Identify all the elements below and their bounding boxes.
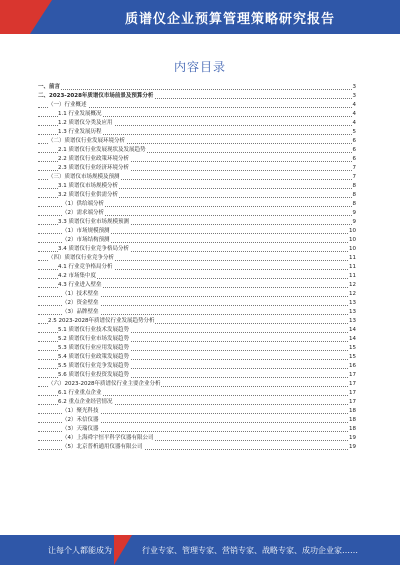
toc-entry[interactable] [38,434,356,443]
toc-entry-label: 二、2023-2028年质谱仪市场前景及预算分析 [38,93,154,99]
toc-entry-label: （1）市场规模预测 [62,228,110,234]
footer-slogan-right: 行业专家、管理专家、营销专家、战略专家、成功企业家…… [142,546,358,555]
toc-entry-label: （三）质谱仪市场规模及预测 [48,174,120,180]
toc-entry-page: 6 [352,147,356,153]
toc-entry-label: 5.6 质谱仪行业投资发展趋势 [58,372,129,378]
toc-entry-label: （3）天瑞仪器 [62,426,99,432]
toc-entry[interactable] [38,389,356,398]
toc-entry-label: 5.2 质谱仪行业市场发展趋势 [58,336,129,342]
toc-entry[interactable] [38,236,356,245]
table-of-contents [38,83,356,452]
toc-entry-page: 14 [349,336,356,342]
toc-entry-page: 8 [352,201,356,207]
toc-entry[interactable] [38,353,356,362]
toc-entry-page: 12 [349,282,356,288]
toc-entry-label: 4.3 行业进入壁垒 [58,282,102,288]
toc-entry-page: 4 [352,120,356,126]
toc-entry-page: 17 [349,381,356,387]
toc-entry-label: （1）聚光科技 [62,408,99,414]
toc-entry-label: 4.1 行业竞争格局分析 [58,264,113,270]
toc-entry[interactable] [38,155,356,164]
toc-entry[interactable] [38,200,356,209]
toc-entry-page: 9 [352,210,356,216]
toc-entry-label: 3.3 质谱仪行业市场规模预测 [58,219,129,225]
toc-entry-label: （2）资金壁垒 [62,300,99,306]
toc-entry-page: 8 [352,192,356,198]
toc-entry[interactable] [38,272,356,281]
toc-entry-page: 18 [349,417,356,423]
toc-entry-label: 4.2 市场集中度 [58,273,96,279]
toc-entry-label: （一）行业概述 [48,102,87,108]
toc-entry[interactable] [38,128,356,137]
toc-entry-page: 15 [349,354,356,360]
toc-entry-label: 2.3 质谱仪行业经济环境分析 [58,165,129,171]
toc-entry-label: （2）需求端分析 [62,210,104,216]
toc-entry-page: 3 [352,93,356,99]
toc-entry-page: 13 [349,300,356,306]
toc-entry[interactable] [38,425,356,434]
toc-entry[interactable] [38,335,356,344]
toc-entry-label: 3.2 质谱仪行业供需分析 [58,192,118,198]
header-accent [0,0,30,34]
toc-entry[interactable] [38,110,356,119]
toc-entry[interactable] [38,137,356,146]
report-title: 质谱仪企业预算管理策略研究报告 [124,12,335,27]
toc-entry[interactable] [38,146,356,155]
toc-entry-label: 6.2 重点企业经营情况 [58,399,113,405]
toc-entry-page: 11 [349,273,356,279]
toc-entry-page: 18 [349,426,356,432]
toc-entry-page: 17 [349,372,356,378]
toc-entry-page: 11 [349,264,356,270]
toc-entry-label: （4）上海舜宇恒平科学仪器有限公司 [62,435,154,441]
toc-entry-page: 14 [349,327,356,333]
toc-entry[interactable] [38,380,356,389]
toc-entry[interactable] [38,398,356,407]
toc-entry-page: 13 [349,309,356,315]
toc-entry-label: 一、前言 [38,84,61,90]
toc-entry-label: （1）技术壁垒 [62,291,99,297]
toc-entry[interactable] [38,254,356,263]
toc-entry-page: 13 [349,318,356,324]
toc-entry[interactable] [38,209,356,218]
toc-entry-label: （二）质谱仪行业发展环境分析 [48,138,126,144]
toc-entry-page: 6 [352,156,356,162]
footer-accent-wedge [114,535,132,565]
toc-entry-label: 6.1 行业重点企业 [58,390,102,396]
report-header [0,0,400,34]
toc-entry[interactable] [38,119,356,128]
toc-entry-page: 7 [352,165,356,171]
toc-entry[interactable] [38,326,356,335]
toc-entry[interactable] [38,290,356,299]
toc-entry[interactable] [38,407,356,416]
toc-entry-page: 15 [349,345,356,351]
header-accent-wedge [30,0,52,34]
toc-entry[interactable] [38,164,356,173]
toc-entry[interactable] [38,182,356,191]
toc-entry-label: 5.5 质谱仪行业竞争发展趋势 [58,363,129,369]
toc-entry-page: 10 [349,228,356,234]
report-footer [0,535,400,565]
toc-entry-page: 4 [352,111,356,117]
toc-entry-page: 18 [349,408,356,414]
toc-entry-label: 3.1 质谱仪市场规模分析 [58,183,118,189]
toc-entry-page: 9 [352,219,356,225]
toc-entry-page: 12 [349,291,356,297]
toc-entry-label: 2.1 质谱仪行业发展现状及发展趋势 [58,147,146,153]
toc-entry[interactable] [38,371,356,380]
toc-entry-label: （3）品牌壁垒 [62,309,99,315]
toc-entry[interactable] [38,101,356,110]
toc-entry-label: （六）2023-2028年质谱仪行业主要企业分析 [48,381,161,387]
toc-entry[interactable] [38,191,356,200]
toc-entry[interactable] [38,317,356,326]
toc-entry[interactable] [38,299,356,308]
toc-entry-page: 17 [349,390,356,396]
toc-entry-label: 5.3 质谱仪行业应用发展趋势 [58,345,129,351]
toc-entry-page: 17 [349,399,356,405]
toc-entry-label: 2.2 质谱仪行业政策环境分析 [58,156,129,162]
toc-entry-label: （四）质谱仪行业竞争分析 [48,255,115,261]
toc-entry-label: 1.1 行业发展概况 [58,111,102,117]
toc-entry-page: 5 [352,129,356,135]
toc-entry-page: 6 [352,138,356,144]
toc-entry-label: （2）市场结构预测 [62,237,110,243]
toc-entry-page: 8 [352,183,356,189]
toc-entry[interactable] [38,344,356,353]
toc-entry-page: 4 [352,102,356,108]
toc-entry-label: （5）北京普析通用仪器有限公司 [62,444,143,450]
toc-entry-page: 16 [349,363,356,369]
toc-entry-label: 5.4 质谱仪行业政策发展趋势 [58,354,129,360]
toc-entry[interactable] [38,263,356,272]
toc-entry[interactable] [38,308,356,317]
toc-leader-dots [38,89,356,90]
footer-slogan-left: 让每个人都能成为 [48,546,112,555]
toc-entry-label: 2.5 2023-2028年质谱仪行业发展趋势分析 [48,318,155,324]
toc-entry[interactable] [38,218,356,227]
toc-entry-label: （1）供给端分析 [62,201,104,207]
toc-entry-label: 1.2 质谱仪分类及应用 [58,120,113,126]
toc-entry[interactable] [38,83,356,92]
toc-entry[interactable] [38,443,356,452]
toc-entry-page: 3 [352,84,356,90]
toc-entry[interactable] [38,416,356,425]
toc-entry-page: 11 [349,255,356,261]
toc-entry-label: 5.1 质谱仪行业技术发展趋势 [58,327,129,333]
toc-entry-label: （2）禾信仪器 [62,417,99,423]
toc-entry[interactable] [38,173,356,182]
toc-entry-page: 7 [352,174,356,180]
toc-entry-page: 19 [349,435,356,441]
toc-entry[interactable] [38,362,356,371]
toc-entry[interactable] [38,281,356,290]
toc-entry[interactable] [38,245,356,254]
toc-entry[interactable] [38,227,356,236]
toc-entry-page: 10 [349,237,356,243]
toc-entry[interactable] [38,92,356,101]
toc-entry-page: 10 [349,246,356,252]
toc-entry-label: 1.3 行业发展历程 [58,129,102,135]
toc-heading: 内容目录 [173,60,226,74]
toc-entry-label: 3.4 质谱仪行业竞争格局分析 [58,246,129,252]
toc-entry-page: 19 [349,444,356,450]
